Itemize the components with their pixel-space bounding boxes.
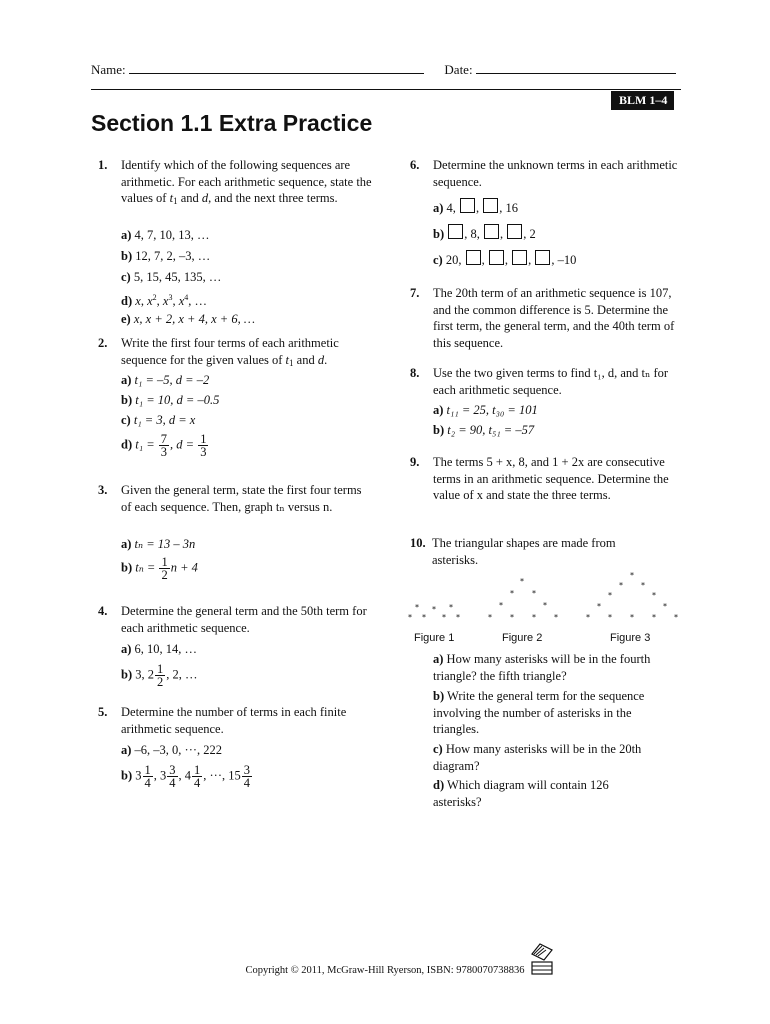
part-b: b) t₁ = 10, d = –0.5 [121,393,220,407]
fraction: $\frac{3}{4}$ [169,763,176,790]
part-b: b) t₂ = 90, t₅₁ = –57 [433,423,535,437]
fraction: $\frac{1}{2}$ [161,555,168,582]
header-rule [91,89,681,90]
question-number: 5. [98,705,108,719]
question-8 [410,365,690,445]
blank-box[interactable] [512,250,527,265]
part-c: c) t₁ = 3, d = x [121,413,196,427]
blank-box[interactable] [507,224,522,239]
part-d: d) Which diagram will contain 126 asterisks? [433,778,609,809]
question-10 [410,535,690,575]
part-d: d) t₁ = $\frac{7}{3}$ , d = $\frac{1}{3}$ [121,432,207,459]
question-10-parts [410,651,690,821]
figure-1-label: Figure 1 [414,632,455,644]
part-b: b) tₙ = $\frac{1}{2}$ n + 4 [121,555,198,582]
question-1 [98,157,373,327]
question-stem: Write the first four terms of each arithmetic sequence for the given values of $t_1$ and d. [121,336,339,368]
question-7 [410,285,690,355]
asterisk-icon: * [422,613,426,622]
asterisk-figures [402,572,692,652]
asterisk-icon: * [442,613,446,622]
blank-box[interactable] [535,250,550,265]
part-a: a) t₁₁ = 25, t₃₀ = 101 [433,403,538,417]
fraction: $\frac{1}{4}$ [144,763,151,790]
asterisk-icon: * [630,571,634,580]
question-number: 2. [98,336,108,350]
part-b: b) , 8, , , 2 [433,224,536,243]
asterisk-icon: * [488,613,492,622]
asterisk-icon: * [432,605,436,614]
part-b: b) 12, 7, 2, –3, … [121,249,211,263]
asterisk-icon: * [608,591,612,600]
question-number: 4. [98,604,108,618]
question-number: 1. [98,158,108,172]
asterisk-icon: * [532,589,536,598]
asterisk-icon: * [630,613,634,622]
question-number: 10. [410,536,426,550]
blank-box[interactable] [466,250,481,265]
asterisk-icon: * [554,613,558,622]
fraction: $\frac{1}{2}$ [157,662,164,689]
asterisk-icon: * [619,581,623,590]
asterisk-icon: * [520,577,524,586]
part-d: d) x, $x^2$, $x^3$, $x^4$, … [121,293,207,308]
part-a: a) –6, –3, 0, ···, 222 [121,743,223,757]
copyright-footer: Copyright © 2011, McGraw-Hill Ryerson, ISBN: 9780070738836 [245,965,525,976]
part-b: b) 3, 2 $\frac{1}{2}$ , 2, … [121,662,198,689]
asterisk-icon: * [608,613,612,622]
question-stem: The triangular shapes are made from asterisks. [432,536,616,567]
question-stem: Determine the number of terms in each finite arithmetic sequence. [121,705,347,736]
part-b: b) Write the general term for the sequence involving the number of asterisks in the triangles. [433,689,645,736]
question-number: 6. [410,158,420,172]
fraction: $\frac{3}{4}$ [243,763,250,790]
asterisk-icon: * [449,603,453,612]
question-number: 7. [410,286,420,300]
asterisk-icon: * [408,613,412,622]
part-c: c) How many asterisks will be in the 20th diagram? [433,742,642,773]
part-a: a) 4, , , 16 [433,198,518,217]
asterisk-icon: * [663,602,667,611]
part-a: a) 4, 7, 10, 13, … [121,228,210,242]
part-c: c) 5, 15, 45, 135, … [121,270,222,284]
question-stem: Determine the general term and the 50th term for each arithmetic sequence. [121,604,367,635]
name-date-header [91,62,681,78]
date-field[interactable] [476,62,676,74]
question-stem: The 20th term of an arithmetic sequence is 107, and the common difference is 5. Determine the first term, the general term, and the 40th term of this sequence. [433,286,675,350]
part-c: c) 20, , , , , –10 [433,250,576,269]
question-5 [98,704,373,799]
question-stem: The terms 5 + x, 8, and 1 + 2x are consecutive terms in an arithmetic sequence. Determine the value of x and state the three terms. [433,455,669,502]
asterisk-icon: * [652,591,656,600]
asterisk-icon: * [586,613,590,622]
part-a: a) How many asterisks will be in the fourth triangle? the fifth triangle? [433,652,651,683]
fraction: $\frac{1}{4}$ [194,763,201,790]
question-number: 9. [410,455,420,469]
question-3 [98,482,373,592]
asterisk-icon: * [510,589,514,598]
question-2 [98,335,373,475]
asterisk-icon: * [674,613,678,622]
blank-box[interactable] [460,198,475,213]
blank-box[interactable] [489,250,504,265]
asterisk-icon: * [543,601,547,610]
fraction: $\frac{1}{3}$ [200,432,207,459]
asterisk-icon: * [456,613,460,622]
page-title: Section 1.1 Extra Practice [91,110,373,136]
part-e: e) x, x + 2, x + 4, x + 6, … [121,312,255,326]
blm-badge: BLM 1–4 [611,91,674,110]
asterisk-icon: * [415,603,419,612]
question-stem: Identify which of the following sequences are arithmetic. For each arithmetic sequence, state the values of $t_1$ and d, and the next three terms. [121,158,372,206]
asterisk-icon: * [532,613,536,622]
asterisk-icon: * [597,602,601,611]
name-field[interactable] [129,62,424,74]
question-number: 3. [98,483,108,497]
part-a: a) 6, 10, 14, … [121,642,198,656]
question-stem: Use the two given terms to find t₁, d, and tₙ for each arithmetic sequence. [433,366,669,397]
blank-box[interactable] [483,198,498,213]
question-stem: Given the general term, state the first four terms of each sequence. Then, graph tₙ versus n. [121,483,362,514]
question-9 [410,454,690,524]
question-number: 8. [410,366,420,380]
fraction: $\frac{7}{3}$ [160,432,168,459]
part-a: a) tₙ = 13 – 3n [121,537,196,551]
asterisk-icon: * [510,613,514,622]
date-label: Date: [444,62,473,77]
question-stem: Determine the unknown terms in each arithmetic sequence. [433,158,678,189]
photocopy-icon [528,940,556,980]
question-6 [410,157,690,272]
blank-box[interactable] [484,224,499,239]
name-label: Name: [91,62,126,77]
part-a: a) t₁ = –5, d = –2 [121,373,210,387]
asterisk-icon: * [499,601,503,610]
figure-2-label: Figure 2 [502,632,543,644]
asterisk-icon: * [652,613,656,622]
blank-box[interactable] [448,224,463,239]
figure-3-label: Figure 3 [610,632,651,644]
question-4 [98,603,373,698]
part-b: b) 3 $\frac{1}{4}$ , 3 $\frac{3}{4}$ , 4 $\frac{1}{4}$ , ···, 15 $\frac{3}{4}$ [121,763,250,790]
asterisk-icon: * [641,581,645,590]
